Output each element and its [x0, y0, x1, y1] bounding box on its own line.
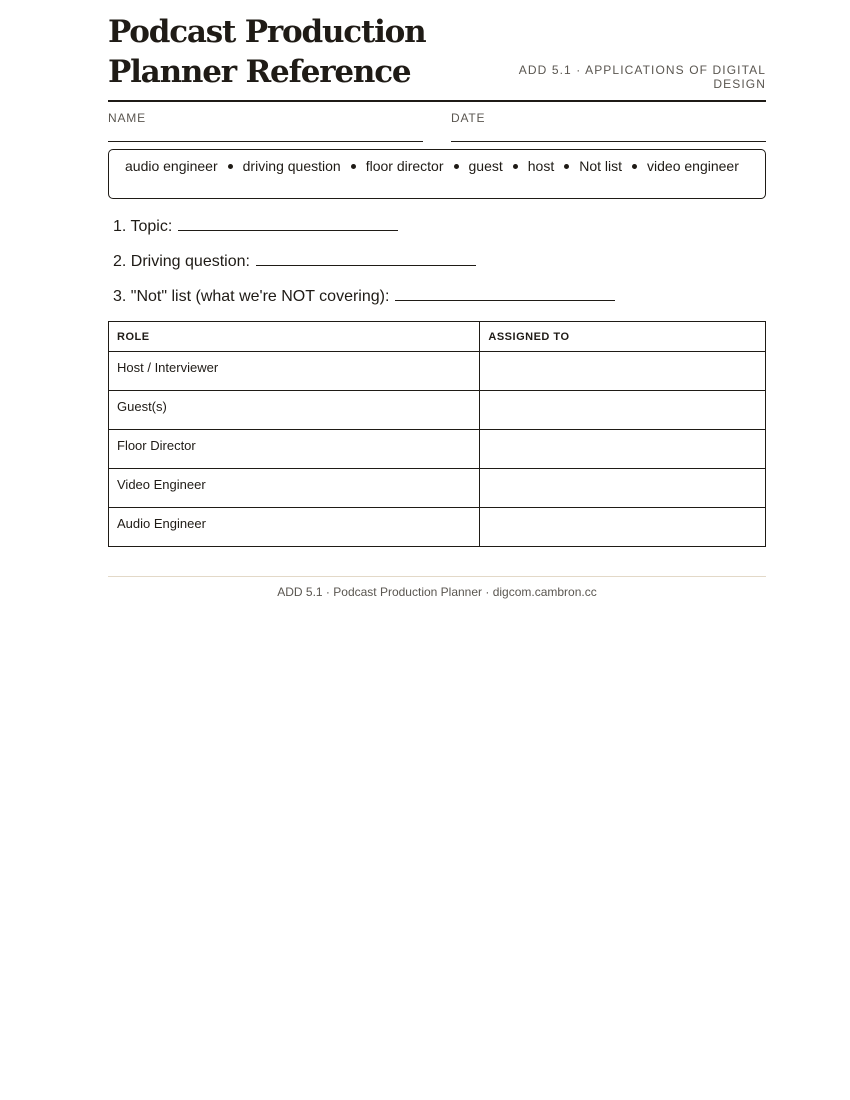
role-cell: Host / Interviewer — [109, 352, 480, 391]
role-cell: Audio Engineer — [109, 508, 480, 547]
question-not-list — [113, 284, 615, 319]
assigned-cell[interactable] — [480, 469, 766, 508]
bullet-separator — [228, 164, 233, 169]
answer-blank[interactable] — [178, 214, 398, 231]
roles-table — [108, 321, 766, 547]
word-bank-term: floor director — [365, 158, 444, 174]
question-label: 2. Driving question: — [113, 253, 250, 270]
assigned-cell[interactable] — [480, 352, 766, 391]
answer-blank[interactable] — [395, 284, 615, 301]
table-header-row — [109, 322, 766, 352]
table-row — [109, 469, 766, 508]
question-label: 1. Topic: — [113, 218, 173, 235]
word-bank-term: audio engineer — [125, 158, 218, 174]
table-row — [109, 508, 766, 547]
bullet-separator — [632, 164, 637, 169]
name-field[interactable] — [108, 102, 423, 142]
bullet-separator — [351, 164, 356, 169]
column-header-role: ROLE — [109, 322, 480, 352]
footer: ADD 5.1 · Podcast Production Planner · digcom.cambron.cc — [108, 576, 766, 599]
word-bank-term: video engineer — [647, 158, 739, 174]
assigned-cell[interactable] — [480, 508, 766, 547]
word-bank-term: guest — [468, 158, 503, 174]
course-label: ADD 5.1 · APPLICATIONS OF DIGITAL DESIGN — [518, 63, 766, 91]
header — [108, 0, 766, 102]
worksheet-page — [108, 0, 766, 599]
table-row — [109, 352, 766, 391]
date-label: DATE — [451, 111, 486, 125]
question-driving — [113, 249, 615, 284]
table-row — [109, 430, 766, 469]
role-cell: Video Engineer — [109, 469, 480, 508]
assigned-cell[interactable] — [480, 430, 766, 469]
bullet-separator — [513, 164, 518, 169]
student-fields — [108, 102, 766, 142]
answer-blank[interactable] — [256, 249, 476, 266]
word-bank-term: driving question — [242, 158, 341, 174]
bullet-separator — [564, 164, 569, 169]
word-bank-term: Not list — [579, 158, 623, 174]
table-row — [109, 391, 766, 430]
assigned-cell[interactable] — [480, 391, 766, 430]
question-list — [113, 214, 615, 319]
role-cell: Floor Director — [109, 430, 480, 469]
word-bank-term: host — [527, 158, 555, 174]
question-label: 3. "Not" list (what we're NOT covering): — [113, 288, 390, 305]
date-field[interactable] — [451, 102, 766, 142]
bullet-separator — [454, 164, 459, 169]
question-topic — [113, 214, 615, 249]
word-bank — [108, 149, 766, 199]
role-cell: Guest(s) — [109, 391, 480, 430]
column-header-assigned: ASSIGNED TO — [480, 322, 766, 352]
page-title: Podcast Production Planner Reference — [108, 14, 426, 90]
name-label: NAME — [108, 111, 146, 125]
